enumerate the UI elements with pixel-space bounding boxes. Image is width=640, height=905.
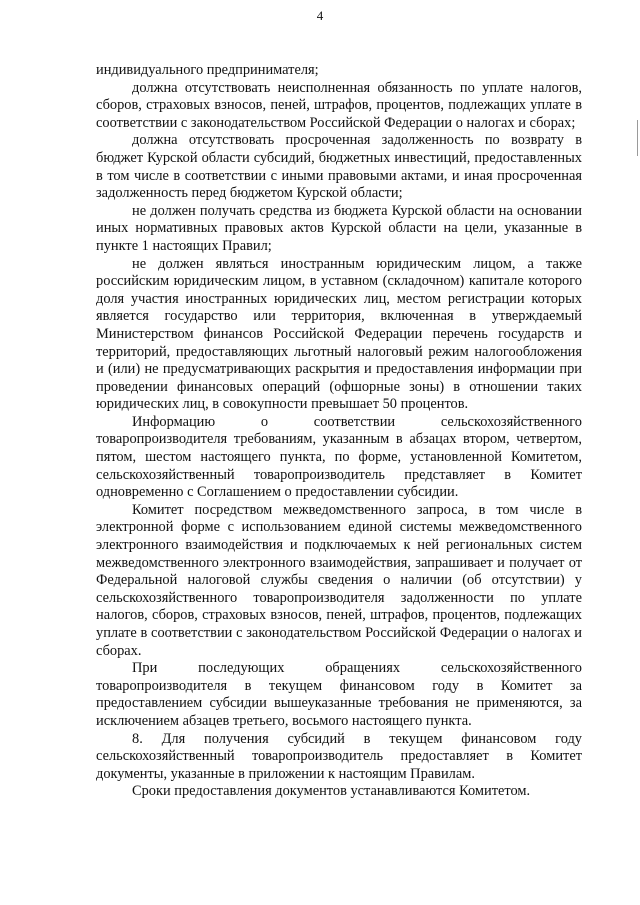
paragraph: Комитет посредством межведомственного запроса, в том числе в электронной форме с использованием единой системы межведомственного электронного взаимодействия и подключаемых к ней региональных систем межведомственного электронного взаимодействия, запрашивает и получает от Федеральной налоговой службы сведения о наличии (об отсутствии) у сельскохозяйственного товаропроизводителя задолженности по уплате налогов, сборов, страховых взносов, пеней, штрафов, процентов, подлежащих уплате в соответствии с законодательством Российской Федерации о налогах и сборах. xyxy=(96,501,582,659)
paragraph: не должен являться иностранным юридическим лицом, а также российским юридическим лицом, в уставном (складочном) капитале которого доля участия иностранных юридических лиц, местом регистрации которых является государство или территория, включенная в утверждаемый Министерством финансов Российской Федерации перечень государств и территорий, предоставляющих льготный налоговый режим налогообложения и (или) не предусматривающих раскрытия и предоставления информации при проведении финансовых операций (офшорные зоны) в отношении таких юридических лиц, в совокупности превышает 50 процентов. xyxy=(96,255,582,413)
paragraph: должна отсутствовать неисполненная обязанность по уплате налогов, сборов, страховых взносов, пеней, штрафов, процентов, подлежащих уплате в соответствии с законодательством Российской Федерации о налогах и сборах; xyxy=(96,79,582,131)
paragraph: Информацию о соответствии сельскохозяйственного товаропроизводителя требованиям, указанным в абзацах втором, четвертом, пятом, шестом настоящего пункта, по форме, установленной Комитетом, сельскохозяйственный товаропроизводитель представляет в Комитет одновременно с Соглашением о предоставлении субсидии. xyxy=(96,413,582,501)
document-body xyxy=(96,62,582,801)
paragraph: При последующих обращениях сельскохозяйственного товаропроизводителя в текущем финансовом году в Комитет за предоставлением субсидии вышеуказанные требования не применяются, за исключением абзацев третьего, восьмого настоящего пункта. xyxy=(96,660,582,729)
scan-edge-mark xyxy=(637,120,638,156)
paragraph: должна отсутствовать просроченная задолженность по возврату в бюджет Курской области субсидий, бюджетных инвестиций, предоставленных в том числе в соответствии с иными правовыми актами, и иная просроченная задолженность перед бюджетом Курской области; xyxy=(96,132,582,202)
paragraph: 8. Для получения субсидий в текущем финансовом году сельскохозяйственный товаропроизводитель предоставляет в Комитет документы, указанные в приложении к настоящим Правилам. xyxy=(96,730,582,782)
paragraph: Сроки предоставления документов устанавливаются Комитетом. xyxy=(132,783,531,800)
paragraph: индивидуального предпринимателя; xyxy=(96,62,319,78)
paragraph: не должен получать средства из бюджета Курской области на основании иных нормативных правовых актов Курской области на цели, указанные в пункте 1 настоящих Правил; xyxy=(96,202,582,254)
page-number: 4 xyxy=(316,8,324,23)
